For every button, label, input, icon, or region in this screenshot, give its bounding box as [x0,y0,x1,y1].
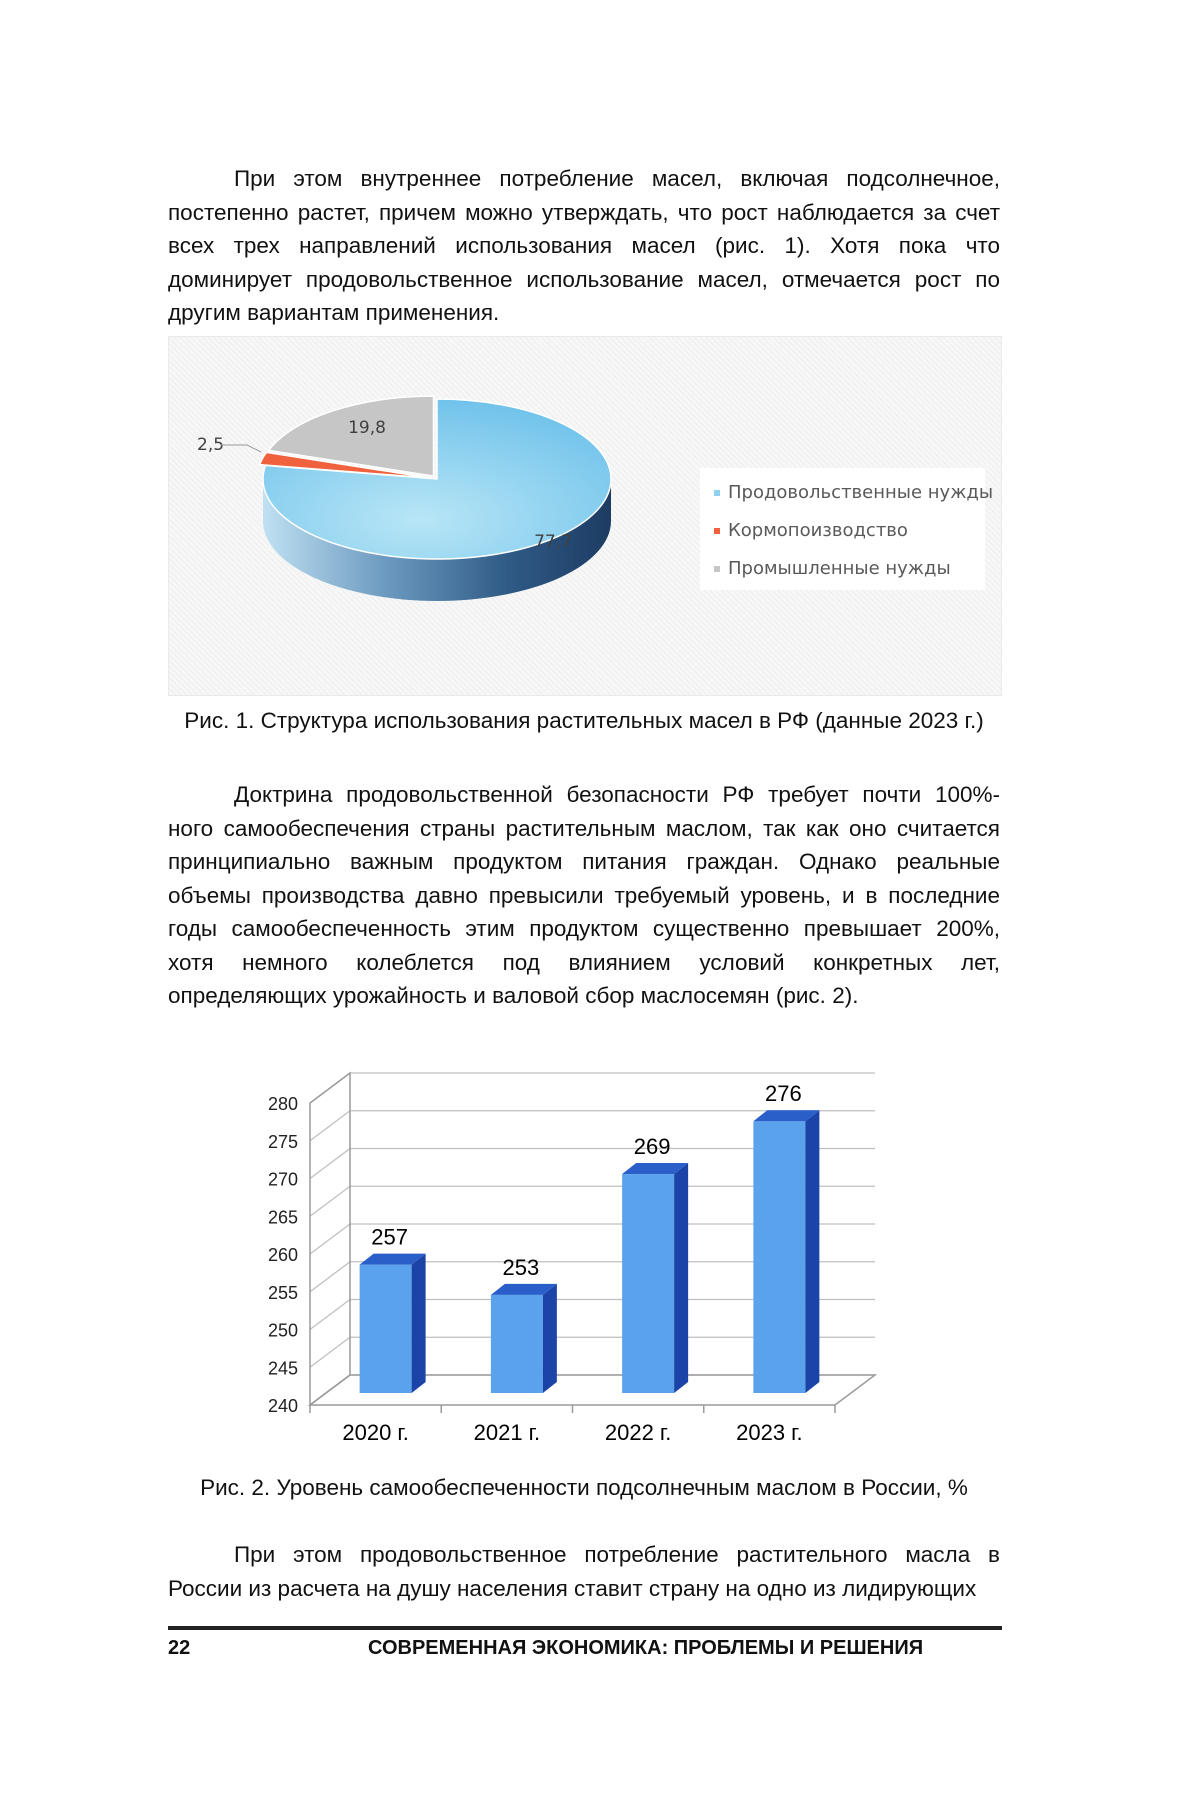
x-category-label: 2021 г. [473,1420,541,1445]
y-tick-label: 260 [267,1245,298,1265]
bar-front [491,1295,543,1393]
bar-data-label: 269 [633,1134,671,1160]
legend-marker-industry [714,566,720,572]
y-tick-label: 240 [267,1396,298,1416]
legend-item-food [714,482,993,503]
footer-divider [168,1626,1002,1630]
figure-2-caption: Рис. 2. Уровень самообеспеченности подсолнечным маслом в России, % [200,1475,968,1500]
journal-title: СОВРЕМЕННАЯ ЭКОНОМИКА: ПРОБЛЕМЫ И РЕШЕНИЯ [368,1637,924,1659]
pie-leader-line [221,445,261,452]
grid-diagonal [310,1262,350,1292]
grid-diagonal [310,1111,350,1141]
grid-diagonal [310,1300,350,1330]
legend-marker-feed [714,528,720,534]
bar-front [622,1174,674,1393]
legend-label-feed: Кормопоизводство [728,520,908,541]
bar-data-label: 253 [502,1254,540,1280]
y-tick-label: 280 [267,1094,298,1114]
x-category-label: 2023 г. [736,1420,803,1445]
bar-data-label: 257 [371,1224,408,1250]
y-tick-label: 265 [267,1207,298,1228]
legend-label-industry: Промышленные нужды [728,558,951,579]
grid-diagonal [310,1224,350,1254]
y-tick-label: 245 [267,1358,298,1379]
legend-marker-food [714,490,720,496]
bar-side [805,1110,819,1393]
x-category-label: 2020 г. [342,1420,409,1445]
grid-diagonal [310,1149,350,1179]
figure-1-caption: Рис. 1. Структура использования растительных масел в РФ (данные 2023 г.) [184,708,984,733]
y-tick-label: 250 [267,1320,298,1341]
legend-label-food: Продовольственные нужды [728,482,994,503]
paragraph-consumption: При этом продовольственное потребление растительного масла в России из расчета на душу населения ставит страну на одно из лидирующих [168,1542,1000,1601]
y-tick-label: 255 [267,1282,298,1303]
legend-item-industry [714,558,951,579]
bar-front [753,1121,805,1393]
bar-front [360,1265,412,1393]
y-tick-label: 270 [267,1169,298,1190]
bar-side [674,1163,688,1393]
grid-diagonal [310,1186,350,1216]
bar-data-label: 276 [765,1081,802,1107]
x-category-label: 2022 г. [604,1420,672,1445]
page-number: 22 [168,1637,191,1659]
bar-side [543,1284,557,1393]
grid-diagonal [310,1337,350,1367]
paragraph-doctrine: Доктрина продовольственной безопасности РФ требует почти 100%-ного самообеспечения страны растительным маслом, так как оно считается принципиально важным продуктом питания граждан. Однако реальные объемы производства давно превысили требуемый уровень, и в последние годы самообеспеченность этим продуктом существенно превышает 200%, хотя немного колеблется под влиянием условий конкретных лет, определяющих урожайность и валовой сбор маслосемян (рис. 2). [168,782,1000,1008]
bar-chart-svg [250,1060,910,1450]
pie-data-label-feed: 2,5 [197,435,225,455]
pie-data-label-industry: 19,8 [348,418,386,438]
pie-data-label-food: 77,7 [534,532,572,552]
y-tick-label: 275 [267,1131,298,1152]
legend-item-feed [714,520,908,541]
bar-side [412,1254,426,1393]
figure-2-bar-chart [250,1060,910,1450]
paragraph-intro: При этом внутреннее потребление масел, включая подсолнечное, постепенно растет, причем можно утверждать, что рост наблюдается за счет всех трех направлений использования масел (рис. 1). Хотя пока что доминирует продовольственное использование масел, отмечается рост по другим вариантам применения. [168,166,1000,325]
pie-legend [700,468,994,590]
